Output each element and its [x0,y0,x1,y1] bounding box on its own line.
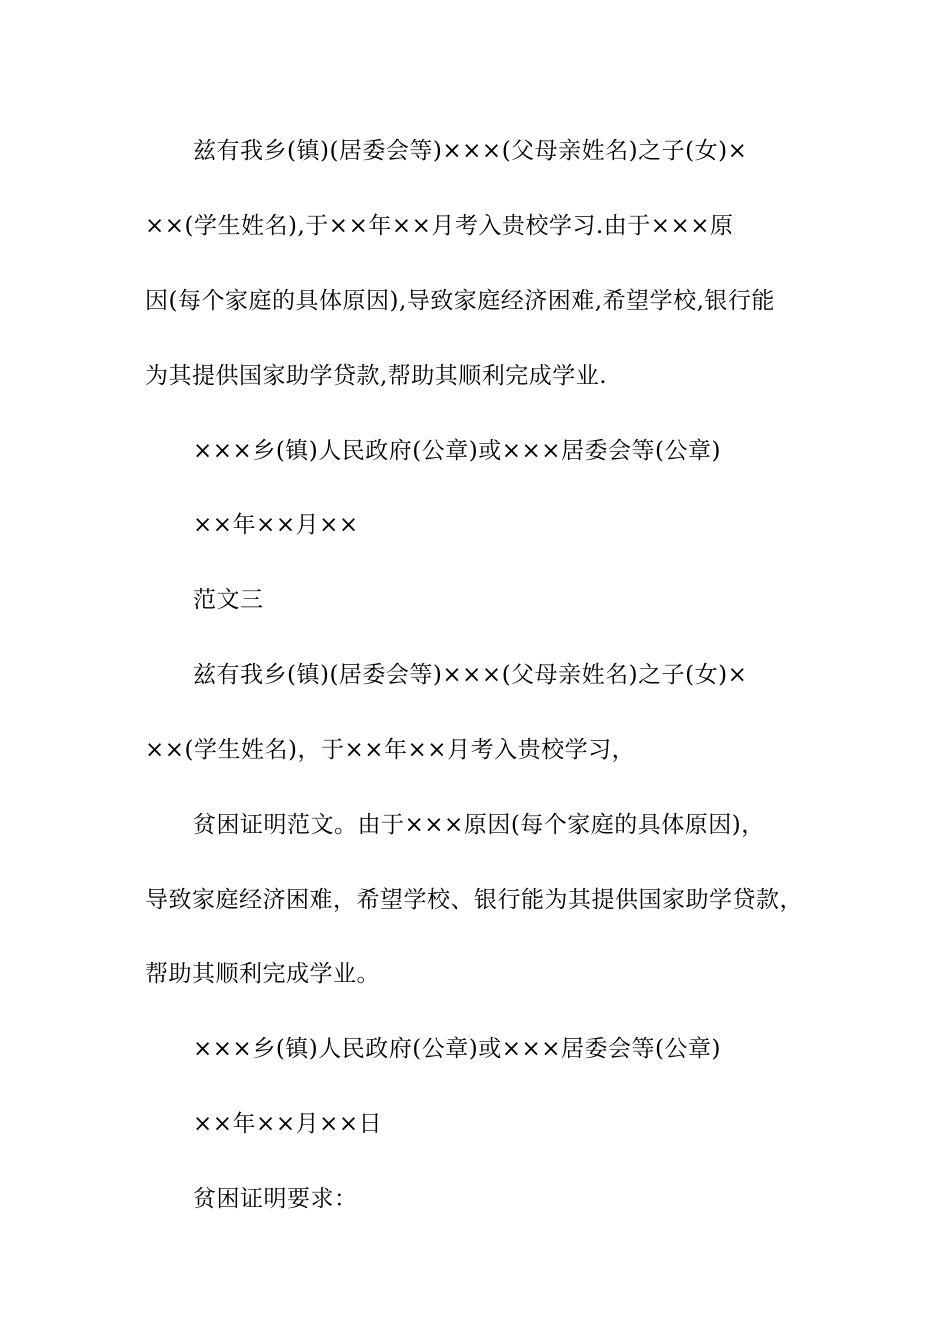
paragraph-line-6: ××(学生姓名)，于××年××月考入贵校学习， [145,737,636,763]
section-heading: 范文三 [193,587,264,613]
signature-line-1: ×××乡(镇)人民政府(公章)或×××居委会等(公章) [193,438,721,464]
paragraph-line-8: 导致家庭经济困难，希望学校、银行能为其提供国家助学贷款， [145,887,803,913]
paragraph-line-1: 兹有我乡(镇)(居委会等)×××(父母亲姓名)之子(女)× [193,138,748,164]
paragraph-line-3: 因(每个家庭的具体原因),导致家庭经济困难,希望学校,银行能 [145,288,775,314]
paragraph-line-9: 帮助其顺利完成学业。 [145,961,380,987]
signature-line-2: ×××乡(镇)人民政府(公章)或×××居委会等(公章) [193,1036,721,1062]
paragraph-line-4: 为其提供国家助学贷款,帮助其顺利完成学业. [145,363,608,389]
paragraph-line-2: ××(学生姓名),于××年××月考入贵校学习.由于×××原 [145,213,734,239]
requirements-heading: 贫困证明要求： [193,1186,358,1212]
date-line-2: ××年××月××日 [193,1111,383,1137]
paragraph-line-5: 兹有我乡(镇)(居委会等)×××(父母亲姓名)之子(女)× [193,662,748,688]
date-line-1: ××年××月×× [193,512,359,538]
paragraph-line-7: 贫困证明范文。由于×××原因(每个家庭的具体原因)， [193,812,765,838]
